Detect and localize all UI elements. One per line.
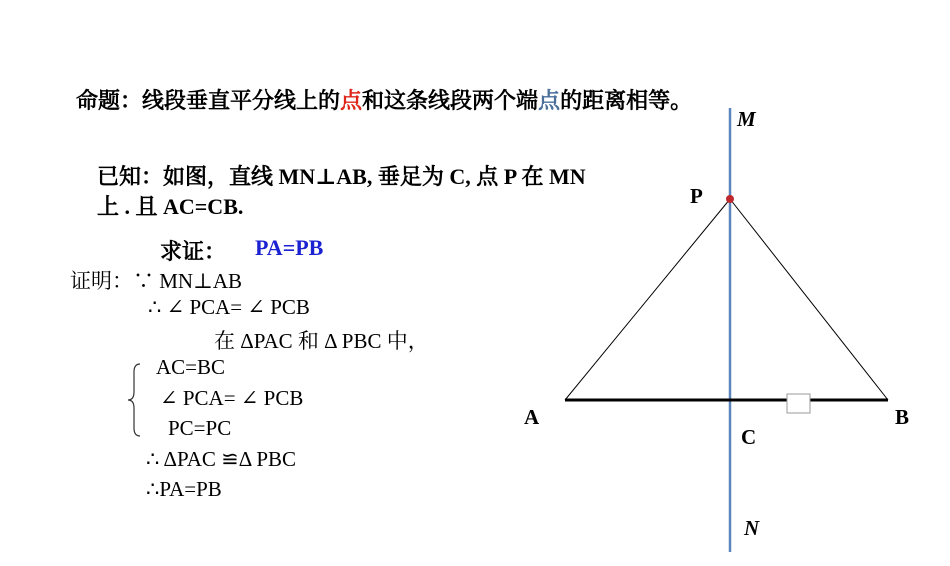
label-c: C [741,425,757,449]
proposition-part-2: 和这条线段两个端 [362,88,539,113]
label-m: M [737,107,756,131]
proof-condition-3: PC=PC [168,416,232,440]
label-a: A [524,405,540,429]
proposition-part-3: 的距离相等。 [560,88,693,113]
segment-pb [730,199,888,400]
point-p [726,195,734,203]
proposition-dot-2: 点 [538,88,561,113]
proof-condition-2: ∠ PCA= ∠ PCB [160,386,304,410]
label-p: P [690,184,703,208]
right-angle-mark [787,394,810,413]
proposition-dot-1: 点 [340,88,363,113]
prove-value: PA=PB [255,235,324,260]
proposition-part-1: 命题：线段垂直平分线上的 [76,88,341,113]
proof-line-3: 在 ΔPAC 和 Δ PBC 中， [214,329,429,353]
label-n: N [744,516,760,540]
proof-line-4: ∴ ΔPAC ≌Δ PBC [146,447,297,471]
segment-pa [565,199,730,400]
known-line-2: 上 . 且 AC=CB. [97,194,244,219]
proof-line-1: 证明：∵ MN⊥AB [70,269,243,293]
proof-line-2: ∴ ∠ PCA= ∠ PCB [148,295,310,319]
prove-label: 求证： [160,239,227,264]
label-b: B [895,405,910,429]
known-line-1: 已知：如图，直线 MN⊥AB, 垂足为 C, 点 P 在 MN [97,164,586,189]
proof-line-5: ∴PA=PB [146,477,222,501]
proof-condition-1: AC=BC [156,355,226,379]
